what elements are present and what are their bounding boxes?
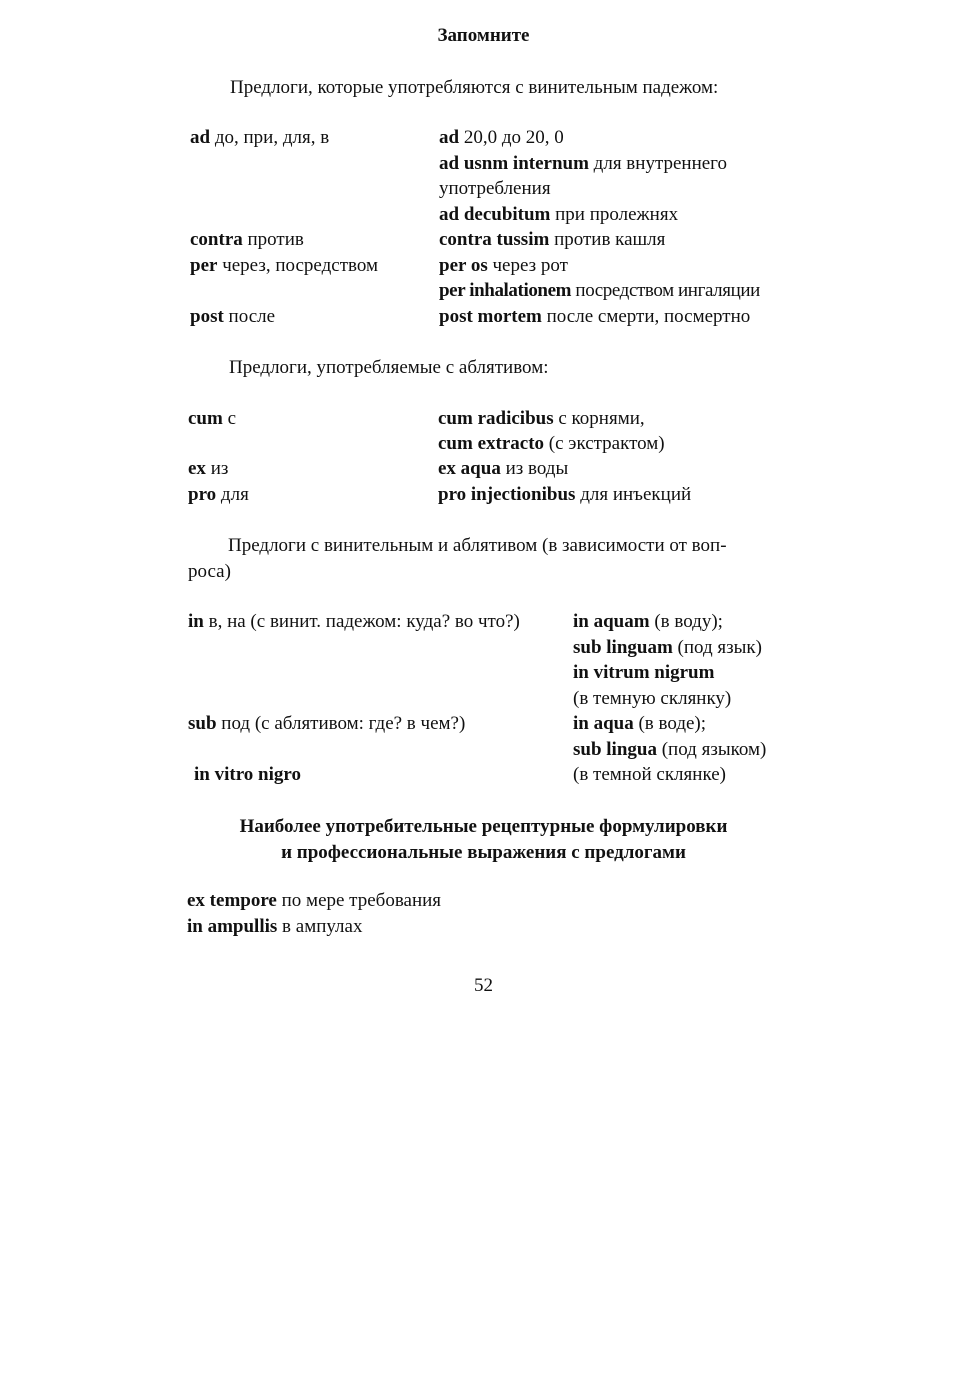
both-example (573, 764, 726, 786)
translation: в, на (с винит. падежом: куда? во что?) (203, 611, 520, 632)
translation: (с экстрактом) (544, 433, 665, 454)
both-intro-line2: роса) (188, 561, 231, 582)
accusative-preposition-post (190, 306, 275, 328)
translation: (под языком) (656, 739, 767, 760)
latin-term: sub (188, 713, 217, 734)
latin-term: cum (188, 408, 223, 429)
translation: 20,0 до 20, 0 (459, 127, 564, 148)
latin-term: in vitro nigro (194, 764, 301, 785)
translation: употребления (439, 178, 551, 199)
accusative-example (439, 153, 727, 175)
latin-term: ad usnm internum (439, 153, 589, 174)
accusative-example (439, 306, 750, 328)
ablative-intro: Предлоги, употребляемые с аблятивом: (229, 357, 549, 378)
both-intro-line1: Предлоги с винительным и аблятивом (в зависимости от воп- (228, 535, 727, 556)
accusative-preposition-ad (190, 127, 329, 149)
page-number: 52 (474, 975, 493, 996)
latin-term: in ampullis (187, 916, 278, 937)
translation: с корнями, (553, 408, 645, 429)
translation: после смерти, посмертно (541, 306, 751, 327)
latin-term: ad decubitum (439, 204, 551, 225)
ablative-example (438, 408, 645, 430)
latin-term: per inhalationem (439, 280, 572, 301)
translation: против (242, 229, 304, 250)
both-example (573, 637, 762, 659)
ablative-example (438, 433, 665, 455)
expression-item (187, 916, 362, 938)
ablative-example (438, 484, 691, 506)
section-heading-line1: Наиболее употребительные рецептурные формулировки (239, 816, 728, 837)
accusative-example (439, 229, 665, 251)
accusative-example (439, 204, 678, 226)
translation: из (205, 458, 229, 479)
ablative-example (438, 458, 568, 480)
both-example (573, 688, 731, 710)
latin-term: ex aqua (438, 458, 501, 479)
accusative-example (439, 255, 568, 277)
latin-term: in (188, 611, 204, 632)
accusative-example (439, 178, 551, 200)
latin-term: in vitrum nigrum (573, 662, 715, 683)
translation: через, посредством (217, 255, 379, 276)
latin-term: pro injectionibus (438, 484, 576, 505)
translation: для внутреннего (588, 153, 728, 174)
translation: до, при, для, в (210, 127, 330, 148)
translation: по мере требования (276, 890, 442, 911)
latin-term: ad (439, 127, 460, 148)
ablative-preposition-ex (188, 458, 228, 480)
both-preposition-in (188, 611, 520, 633)
accusative-preposition-per (190, 255, 378, 277)
ablative-preposition-cum (188, 408, 236, 430)
section-heading-line2: и профессиональные выражения с предлогами (281, 842, 686, 863)
accusative-example (439, 127, 564, 149)
translation: через рот (487, 255, 568, 276)
latin-term: post (190, 306, 224, 327)
latin-term: pro (188, 484, 217, 505)
translation: при пролежнях (550, 204, 679, 225)
both-example (573, 662, 714, 684)
translation: под (с аблятивом: где? в чем?) (216, 713, 466, 734)
both-example (573, 739, 766, 761)
latin-term: cum radicibus (438, 408, 554, 429)
latin-term: ad (190, 127, 211, 148)
translation: (в темной склянке) (573, 764, 726, 785)
translation: (в темную склянку) (573, 688, 732, 709)
ablative-preposition-pro (188, 484, 249, 506)
expression-item (187, 890, 441, 912)
latin-term: contra (190, 229, 243, 250)
accusative-preposition-contra (190, 229, 304, 251)
latin-term: per (190, 255, 218, 276)
translation: (под язык) (672, 637, 762, 658)
page-title: Запомните (437, 25, 530, 46)
translation: с (222, 408, 237, 429)
latin-term: per os (439, 255, 488, 276)
translation: (в воде); (633, 713, 707, 734)
latin-term: ex (188, 458, 206, 479)
latin-term: post mortem (439, 306, 542, 327)
translation: после (223, 306, 276, 327)
translation: для (216, 484, 249, 505)
accusative-example (439, 280, 760, 302)
translation: (в воду); (649, 611, 723, 632)
translation: для инъекций (575, 484, 692, 505)
latin-term: in aquam (573, 611, 650, 632)
latin-term: contra tussim (439, 229, 550, 250)
translation: посредством ингаляции (571, 280, 760, 301)
translation: в ампулах (277, 916, 363, 937)
translation: против кашля (549, 229, 666, 250)
latin-term: sub lingua (573, 739, 657, 760)
latin-term: sub linguam (573, 637, 673, 658)
both-example-in-vitro-nigro (194, 764, 301, 786)
both-example (573, 713, 706, 735)
both-example (573, 611, 723, 633)
latin-term: in aqua (573, 713, 634, 734)
both-preposition-sub (188, 713, 465, 735)
latin-term: cum extracto (438, 433, 545, 454)
latin-term: ex tempore (187, 890, 277, 911)
translation: из воды (500, 458, 569, 479)
accusative-intro: Предлоги, которые употребляются с винительным падежом: (230, 77, 719, 98)
